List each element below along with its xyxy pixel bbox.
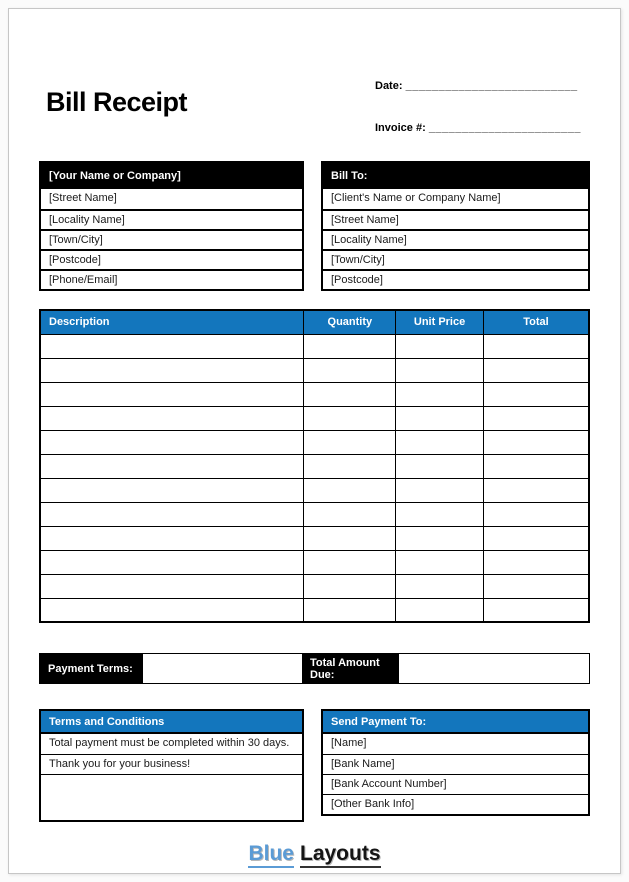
bill-to-header: Bill To: [323,163,588,189]
bill-to-field[interactable]: [Client's Name or Company Name] [323,189,588,209]
bill-from-field[interactable]: [Postcode] [41,249,302,269]
date-field [375,80,578,92]
bill-to-field[interactable]: [Locality Name] [323,229,588,249]
item-description-cell[interactable] [40,430,304,454]
bill-to-field[interactable]: [Town/City] [323,249,588,269]
item-row [40,478,589,502]
item-unit-price-cell[interactable] [396,454,484,478]
item-unit-price-cell[interactable] [396,358,484,382]
item-row [40,358,589,382]
item-total-cell[interactable] [483,598,589,622]
item-quantity-cell[interactable] [304,502,396,526]
bill-from-header: [Your Name or Company] [41,163,302,189]
item-row [40,574,589,598]
item-unit-price-cell[interactable] [396,430,484,454]
total-amount-due-label: Total Amount Due: [302,654,399,683]
bill-to-block [321,161,590,291]
item-quantity-cell[interactable] [304,382,396,406]
column-header-total: Total [483,310,589,334]
item-unit-price-cell[interactable] [396,478,484,502]
item-total-cell[interactable] [483,406,589,430]
item-unit-price-cell[interactable] [396,526,484,550]
terms-text-row: Total payment must be completed within 30 days. [41,734,302,754]
item-description-cell[interactable] [40,454,304,478]
bill-from-rows [41,189,302,289]
item-total-cell[interactable] [483,550,589,574]
bill-from-field[interactable]: [Phone/Email] [41,269,302,289]
item-description-cell[interactable] [40,334,304,358]
terms-and-conditions-header: Terms and Conditions [41,711,302,734]
item-description-cell[interactable] [40,406,304,430]
item-quantity-cell[interactable] [304,550,396,574]
item-unit-price-cell[interactable] [396,334,484,358]
payment-terms-label: Payment Terms: [40,654,143,683]
item-unit-price-cell[interactable] [396,502,484,526]
item-total-cell[interactable] [483,574,589,598]
bill-from-field[interactable]: [Town/City] [41,229,302,249]
item-unit-price-cell[interactable] [396,382,484,406]
item-total-cell[interactable] [483,526,589,550]
item-total-cell[interactable] [483,502,589,526]
item-quantity-cell[interactable] [304,358,396,382]
item-unit-price-cell[interactable] [396,550,484,574]
item-quantity-cell[interactable] [304,406,396,430]
payment-summary-row [39,653,590,684]
brand-word-blue: Blue [248,842,294,868]
terms-text-row: Thank you for your business! [41,754,302,774]
item-total-cell[interactable] [483,454,589,478]
item-row [40,382,589,406]
page-title: Bill Receipt [46,87,188,117]
item-row [40,550,589,574]
item-row [40,406,589,430]
column-header-unit-price: Unit Price [396,310,484,334]
column-header-quantity: Quantity [304,310,396,334]
bill-to-field[interactable]: [Street Name] [323,209,588,229]
item-description-cell[interactable] [40,550,304,574]
item-row [40,526,589,550]
terms-rows [41,734,302,774]
document-page [8,8,621,874]
item-unit-price-cell[interactable] [396,574,484,598]
bank-info-rows [323,734,588,814]
total-amount-due-input[interactable] [399,654,589,683]
item-total-cell[interactable] [483,334,589,358]
invoice-number-field [375,122,581,134]
bill-from-field[interactable]: [Locality Name] [41,209,302,229]
blue-layouts-logo [9,842,620,866]
line-items-body [40,334,589,622]
item-description-cell[interactable] [40,382,304,406]
item-total-cell[interactable] [483,382,589,406]
item-quantity-cell[interactable] [304,574,396,598]
item-unit-price-cell[interactable] [396,406,484,430]
item-description-cell[interactable] [40,526,304,550]
item-unit-price-cell[interactable] [396,598,484,622]
item-quantity-cell[interactable] [304,598,396,622]
bill-from-block [39,161,304,291]
bill-to-rows [323,189,588,289]
item-quantity-cell[interactable] [304,526,396,550]
item-description-cell[interactable] [40,598,304,622]
item-quantity-cell[interactable] [304,334,396,358]
column-header-description: Description [40,310,304,334]
bill-to-field[interactable]: [Postcode] [323,269,588,289]
item-description-cell[interactable] [40,358,304,382]
line-items-header [40,310,589,334]
item-total-cell[interactable] [483,430,589,454]
line-items-table [39,309,590,623]
item-description-cell[interactable] [40,502,304,526]
date-label: Date: [375,80,403,92]
terms-notes-area[interactable] [41,774,302,820]
item-total-cell[interactable] [483,358,589,382]
send-payment-header: Send Payment To: [323,711,588,734]
item-total-cell[interactable] [483,478,589,502]
bill-from-field[interactable]: [Street Name] [41,189,302,209]
invoice-number-blank-line[interactable]: _______________________ [428,122,582,134]
item-row [40,430,589,454]
item-description-cell[interactable] [40,478,304,502]
item-row [40,598,589,622]
brand-word-layouts: Layouts [300,842,381,868]
item-quantity-cell[interactable] [304,430,396,454]
invoice-number-label: Invoice #: [375,122,426,134]
bank-info-field[interactable]: [Bank Name] [323,754,588,774]
item-quantity-cell[interactable] [304,454,396,478]
item-row [40,454,589,478]
payment-terms-input[interactable] [143,654,302,683]
bank-info-field[interactable]: [Bank Account Number] [323,774,588,794]
item-description-cell[interactable] [40,574,304,598]
bank-info-field[interactable]: [Name] [323,734,588,754]
bank-info-field[interactable]: [Other Bank Info] [323,794,588,814]
item-quantity-cell[interactable] [304,478,396,502]
item-row [40,502,589,526]
terms-and-conditions-block [39,709,304,822]
send-payment-block [321,709,590,816]
date-blank-line[interactable]: __________________________ [405,80,578,92]
item-row [40,334,589,358]
